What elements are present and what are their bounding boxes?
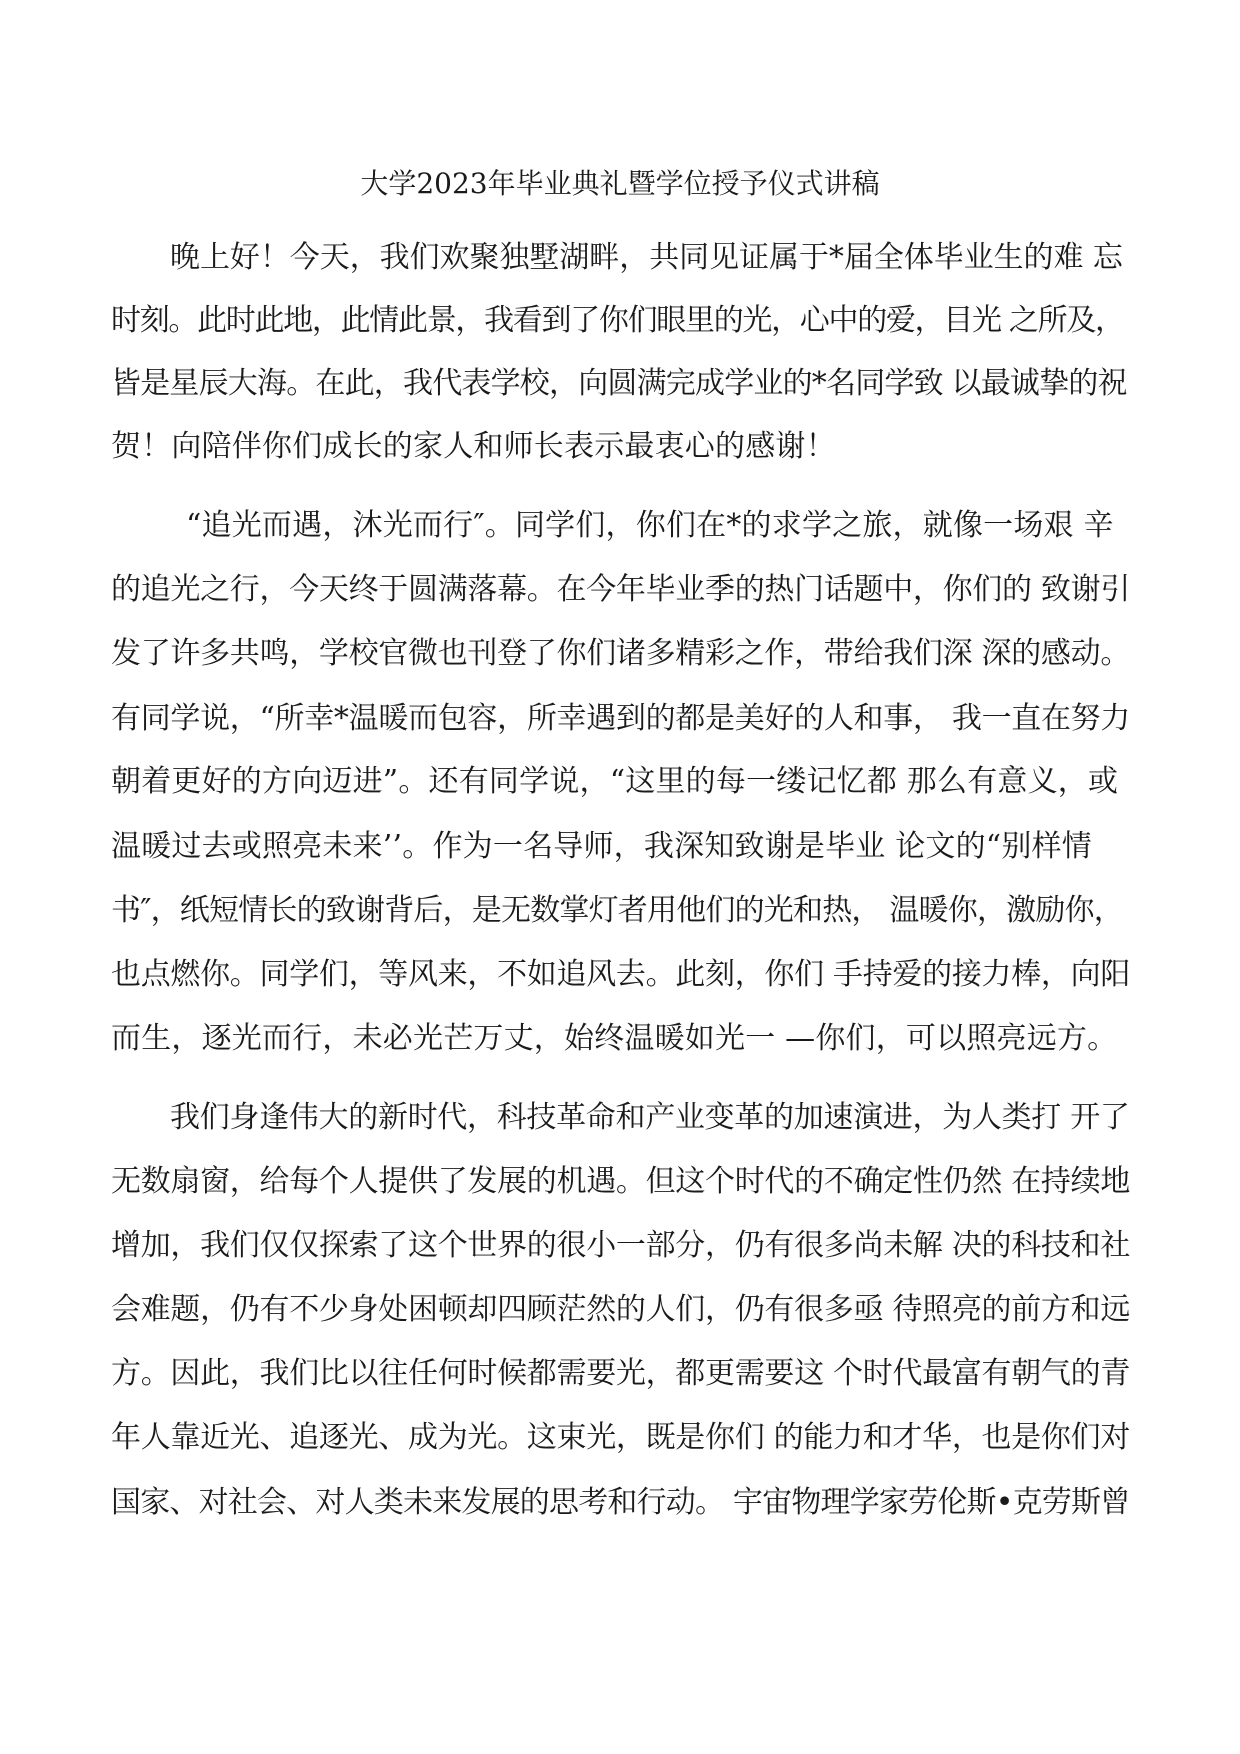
paragraph-line: 的追光之行，今天终于圆满落幕。在今年毕业季的热门话题中，你们的 致谢引 <box>111 572 1131 607</box>
paragraph-line: 朝着更好的方向迈进”。还有同学说，“这里的每一缕记忆都 那么有意义，或 <box>111 764 1119 799</box>
paragraph-line: 也点燃你。同学们，等风来，不如追风去。此刻，你们 手持爱的接力棒，向阳 <box>111 957 1131 992</box>
document-title: 大学2023年毕业典礼暨学位授予仪式讲稿 <box>360 167 880 200</box>
paragraph-line: 发了许多共鸣，学校官微也刊登了你们诸多精彩之作，带给我们深 深的感动。 <box>111 636 1131 671</box>
paragraph-line: 年人靠近光、追逐光、成为光。这束光，既是你们 的能力和才华，也是你们对 <box>111 1420 1131 1455</box>
paragraph-line: 增加，我们仅仅探索了这个世界的很小一部分，仍有很多尚未解 决的科技和社 <box>111 1228 1131 1263</box>
paragraph-line: 方。因此，我们比以往任何时候都需要光，都更需要这 个时代最富有朝气的青 <box>111 1356 1131 1391</box>
paragraph-line: 贺！向陪伴你们成长的家人和师长表示最衷心的感谢！ <box>111 429 836 464</box>
paragraph-line: “追光而遇，沐光而行″。同学们，你们在*的求学之旅，就像一场艰 辛 <box>186 508 1114 543</box>
paragraph-line: 有同学说，“所幸*温暖而包容，所幸遇到的都是美好的人和事， 我一直在努力 <box>111 701 1131 736</box>
paragraph-line: 温暖过去或照亮未来’’。作为一名导师，我深知致谢是毕业 论文的“别样情 <box>111 829 1092 864</box>
paragraph-line: 我们身逢伟大的新时代，科技革命和产业变革的加速演进，为人类打 开了 <box>170 1100 1130 1135</box>
paragraph-line: 无数扇窗，给每个人提供了发展的机遇。但这个时代的不确定性仍然 在持续地 <box>111 1164 1131 1199</box>
paragraph-line: 时刻。此时此地，此情此景，我看到了你们眼里的光，心中的爱，目光 之所及， <box>111 303 1124 338</box>
paragraph-line: 而生，逐光而行，未必光芒万丈，始终温暖如光一 —你们，可以照亮远方。 <box>111 1021 1118 1056</box>
paragraph-line: 皆是星辰大海。在此，我代表学校，向圆满完成学业的*名同学致 以最诚挚的祝 <box>111 366 1127 401</box>
paragraph-line: 书″，纸短情长的致谢背后，是无数掌灯者用他们的光和热， 温暖你，激励你， <box>111 893 1123 928</box>
paragraph-line: 晚上好！今天，我们欢聚独墅湖畔，共同见证属于*届全体毕业生的难 忘 <box>170 240 1123 275</box>
paragraph-line: 国家、对社会、对人类未来发展的思考和行动。 宇宙物理学家劳伦斯•克劳斯曾 <box>111 1485 1130 1520</box>
paragraph-line: 会难题，仍有不少身处困顿却四顾茫然的人们，仍有很多亟 待照亮的前方和远 <box>111 1292 1131 1327</box>
